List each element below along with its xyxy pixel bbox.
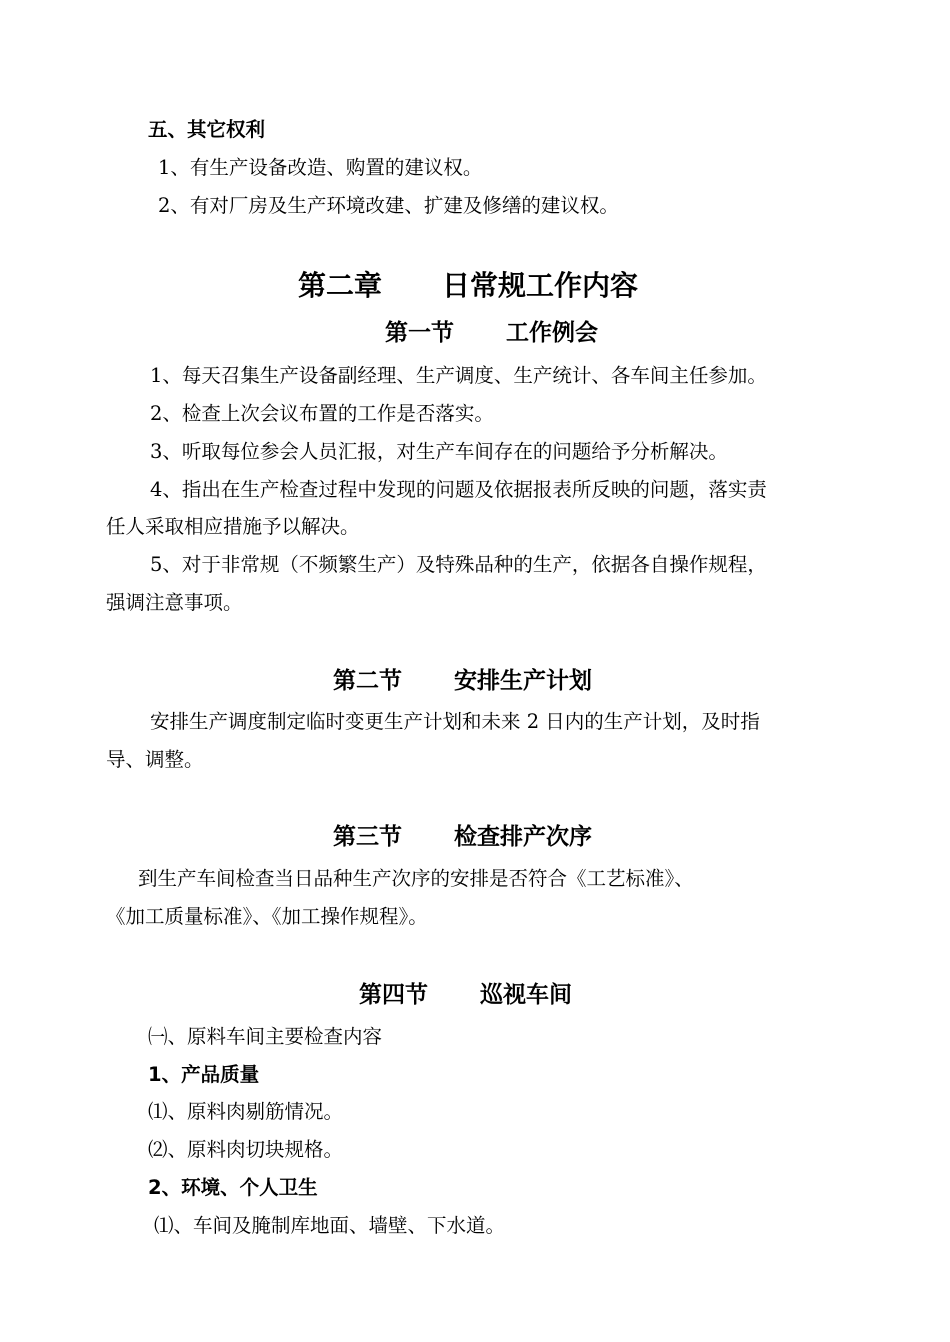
section-number: 第三节 xyxy=(333,824,402,850)
paragraph-line: 任人采取相应措施予以解决。 xyxy=(106,515,360,538)
section-number: 第一节 xyxy=(385,320,454,346)
section-heading xyxy=(385,317,598,349)
paragraph-line: 到生产车间检查当日品种生产次序的安排是否符合《工艺标准》、 xyxy=(138,867,694,890)
list-item: ⑵、原料肉切块规格。 xyxy=(148,1138,344,1161)
paragraph-line: 导、调整。 xyxy=(106,748,204,771)
chapter-heading xyxy=(298,268,638,304)
subheading-line: 2、环境、个人卫生 xyxy=(148,1176,318,1199)
chapter-title: 日常规工作内容 xyxy=(442,269,639,302)
paragraph-line: 4、指出在生产检查过程中发现的问题及依据报表所反映的问题，落实责 xyxy=(150,478,767,501)
section-heading xyxy=(333,665,592,697)
subheading-line: 1、产品质量 xyxy=(148,1063,260,1086)
section-title: 巡视车间 xyxy=(480,982,572,1008)
list-item: 1、有生产设备改造、购置的建议权。 xyxy=(158,156,483,179)
paragraph-line: 2、检查上次会议布置的工作是否落实。 xyxy=(150,402,494,425)
subheading-line: ㈠、原料车间主要检查内容 xyxy=(148,1025,383,1048)
paragraph-line: 强调注意事项。 xyxy=(106,591,243,614)
list-item: ⑴、车间及腌制库地面、墙壁、下水道。 xyxy=(154,1214,506,1237)
section-title: 安排生产计划 xyxy=(454,668,592,694)
paragraph-line: 1、每天召集生产设备副经理、生产调度、生产统计、各车间主任参加。 xyxy=(150,364,767,387)
paragraph-line: 5、对于非常规（不频繁生产）及特殊品种的生产，依据各自操作规程， xyxy=(150,553,767,576)
paragraph-line: 3、听取每位参会人员汇报，对生产车间存在的问题给予分析解决。 xyxy=(150,440,728,463)
paragraph-line: 安排生产调度制定临时变更生产计划和未来 2 日内的生产计划，及时指 xyxy=(150,710,760,733)
chapter-number: 第二章 xyxy=(298,269,383,302)
paragraph-line: 《加工质量标准》、《加工操作规程》。 xyxy=(106,905,428,928)
list-item: ⑴、原料肉剔筋情况。 xyxy=(148,1100,344,1123)
section-heading xyxy=(333,821,592,853)
section-number: 第二节 xyxy=(333,668,402,694)
section-heading xyxy=(359,979,572,1011)
section-title: 工作例会 xyxy=(506,320,598,346)
section-number: 第四节 xyxy=(359,982,428,1008)
list-item: 2、有对厂房及生产环境改建、扩建及修缮的建议权。 xyxy=(158,194,619,217)
section-heading-other-rights: 五、其它权利 xyxy=(148,118,266,141)
section-title: 检查排产次序 xyxy=(454,824,592,850)
